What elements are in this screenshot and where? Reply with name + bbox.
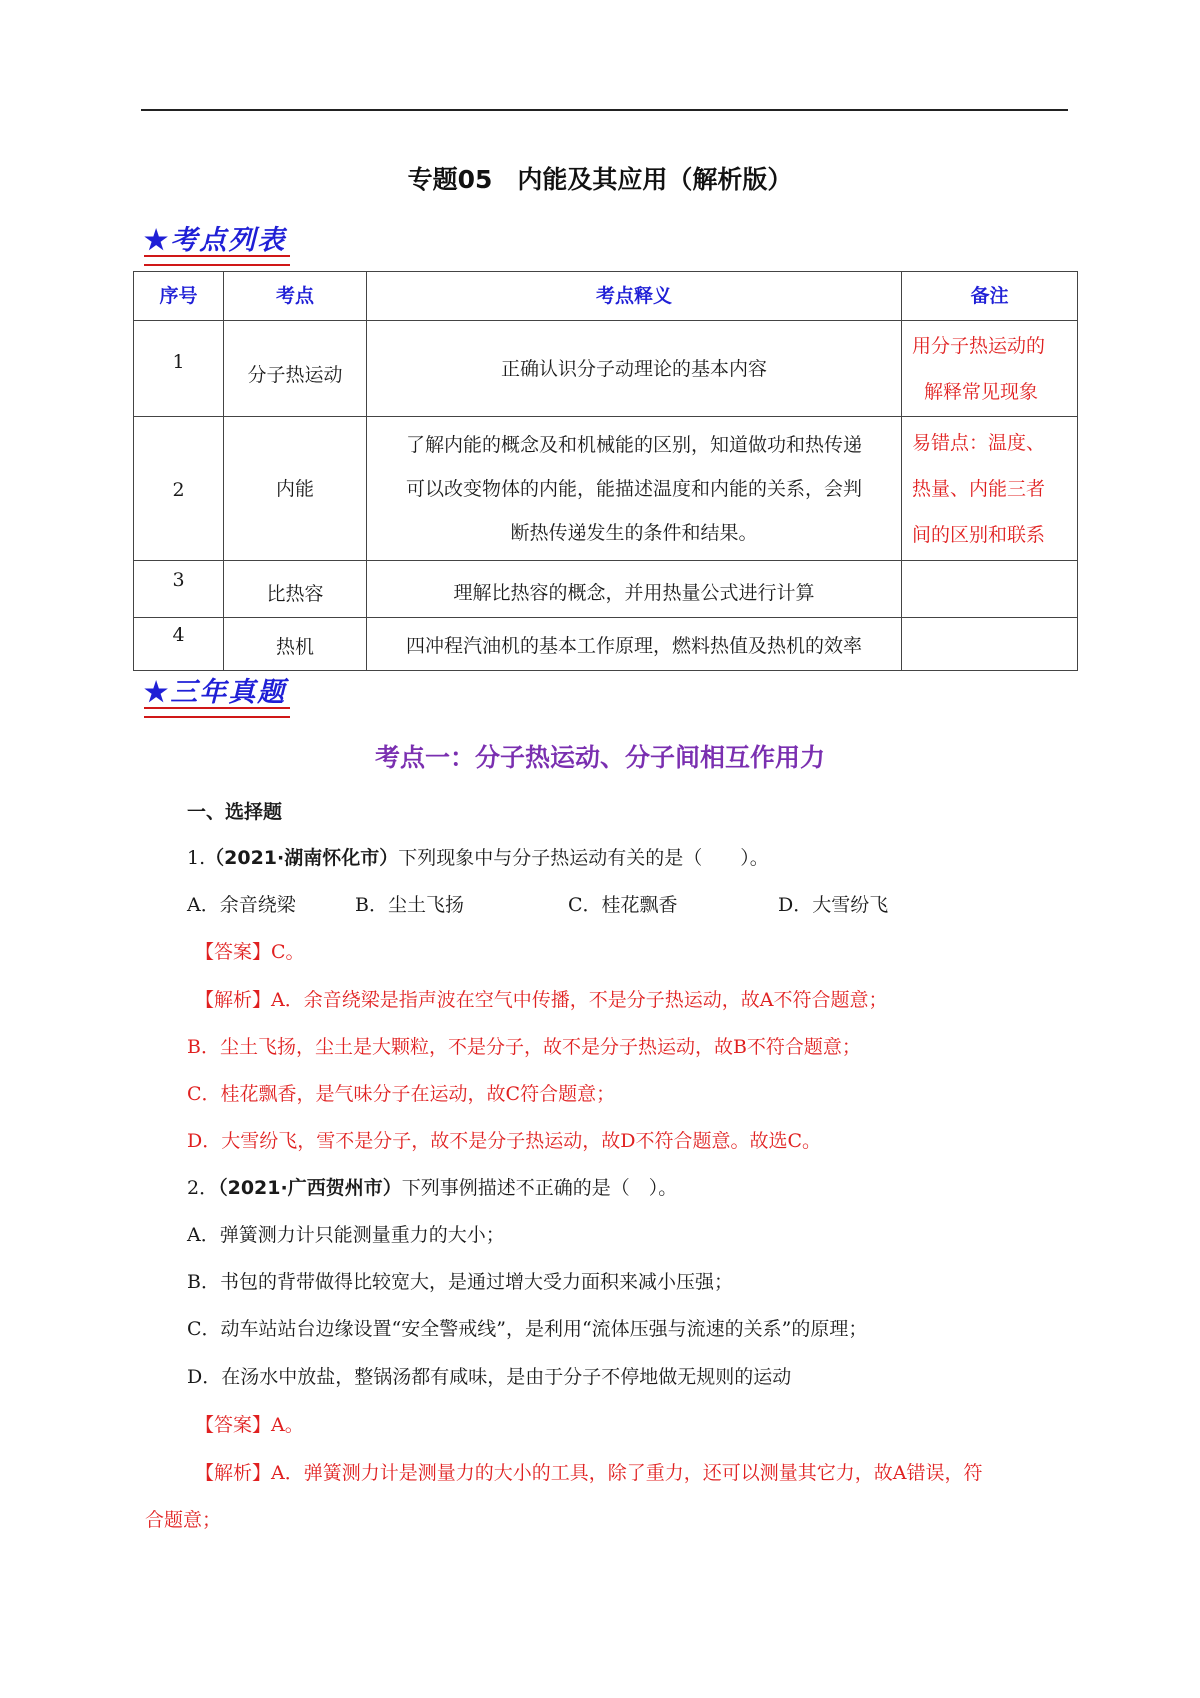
question-number: 2． bbox=[187, 1177, 219, 1199]
remark-line: 用分子热运动的 bbox=[912, 334, 1046, 357]
star-icon: ★ bbox=[144, 677, 171, 708]
question-text: 下列事例描述不正确的是（ ）。 bbox=[401, 1177, 678, 1199]
subsection-heading: 一、选择题 bbox=[187, 801, 283, 823]
row-remark bbox=[902, 417, 1078, 561]
section-heading-list bbox=[144, 218, 286, 257]
row-num: 1 bbox=[134, 321, 224, 417]
row-desc bbox=[367, 321, 902, 417]
analysis-tag: 【解析】 bbox=[195, 989, 272, 1011]
question-1-options bbox=[187, 890, 888, 917]
section-heading-text: 考点列表 bbox=[170, 225, 287, 256]
remark-line: 解释常见现象 bbox=[924, 380, 1039, 403]
question-text: 下列现象中与分子热运动有关的是（ ）。 bbox=[398, 847, 769, 869]
analysis-line: D．大雪纷飞，雪不是分子，故不是分子热运动，故D不符合题意。故选C。 bbox=[187, 1130, 822, 1152]
option-b: B．尘土飞扬 bbox=[355, 894, 464, 916]
row-num: 4 bbox=[134, 618, 224, 671]
table-row bbox=[134, 321, 1078, 417]
desc-line: 四冲程汽油机的基本工作原理，燃料热值及热机的效率 bbox=[405, 635, 862, 657]
answer-tag: 【答案】 bbox=[195, 941, 272, 963]
analysis-line: A．弹簧测力计是测量力的大小的工具，除了重力，还可以测量其它力，故A错误，符 bbox=[271, 1462, 983, 1484]
row-num: 2 bbox=[134, 417, 224, 561]
remark-line: 易错点：温度、 bbox=[912, 431, 1046, 454]
question-source: （2021·湖南怀化市） bbox=[205, 847, 399, 869]
answer-value: C。 bbox=[271, 941, 305, 963]
desc-line: 可以改变物体的内能，能描述温度和内能的关系，会判 bbox=[405, 477, 862, 500]
header-cell-point: 考点 bbox=[224, 272, 367, 321]
desc-line: 理解比热容的概念，并用热量公式进行计算 bbox=[453, 582, 815, 604]
desc-line: 断热传递发生的条件和结果。 bbox=[510, 521, 758, 544]
row-remark bbox=[902, 561, 1078, 618]
analysis-line: C．桂花飘香，是气味分子在运动，故C符合题意； bbox=[187, 1083, 616, 1105]
heading-underline bbox=[144, 255, 290, 266]
header-rule bbox=[141, 109, 1068, 111]
question-source: （2021·广西贺州市） bbox=[218, 1177, 402, 1199]
answer-value: A。 bbox=[271, 1414, 304, 1436]
section-heading-text: 三年真题 bbox=[170, 677, 287, 708]
question-2-stem bbox=[187, 1173, 677, 1200]
exam-points-table bbox=[133, 271, 1078, 671]
topic-heading: 考点一：分子热运动、分子间相互作用力 bbox=[374, 743, 825, 772]
table-row bbox=[134, 561, 1078, 618]
option-a: A．余音绕梁 bbox=[187, 894, 296, 916]
answer-tag: 【答案】 bbox=[195, 1414, 272, 1436]
option-c: C．动车站站台边缘设置“安全警戒线”，是利用“流体压强与流速的关系”的原理； bbox=[187, 1318, 868, 1340]
option-a: A．弹簧测力计只能测量重力的大小； bbox=[187, 1224, 505, 1246]
desc-line: 正确认识分子动理论的基本内容 bbox=[500, 357, 767, 380]
document-title: 专题05 内能及其应用（解析版） bbox=[407, 165, 793, 194]
header-cell-num: 序号 bbox=[134, 272, 224, 321]
analysis-line: B．尘土飞扬，尘土是大颗粒，不是分子，故不是分子热运动，故B不符合题意； bbox=[187, 1036, 861, 1058]
question-1-answer bbox=[195, 937, 305, 964]
option-b: B．书包的背带做得比较宽大，是通过增大受力面积来减小压强； bbox=[187, 1271, 733, 1293]
analysis-line: 合题意； bbox=[145, 1509, 222, 1531]
analysis-tag: 【解析】 bbox=[195, 1462, 272, 1484]
option-d: D．大雪纷飞 bbox=[778, 894, 889, 916]
question-2-analysis bbox=[195, 1458, 982, 1485]
row-num: 3 bbox=[134, 561, 224, 618]
row-desc bbox=[367, 417, 902, 561]
row-point: 热机 bbox=[224, 618, 367, 671]
row-point: 内能 bbox=[224, 417, 367, 561]
header-cell-remark: 备注 bbox=[902, 272, 1078, 321]
question-2-answer bbox=[195, 1410, 304, 1437]
table-row bbox=[134, 417, 1078, 561]
row-remark bbox=[902, 618, 1078, 671]
heading-underline bbox=[144, 707, 290, 718]
option-d: D．在汤水中放盐，整锅汤都有咸味，是由于分子不停地做无规则的运动 bbox=[187, 1366, 792, 1388]
question-1-analysis bbox=[195, 985, 887, 1012]
remark-line: 热量、内能三者 bbox=[912, 477, 1046, 500]
question-number: 1. bbox=[187, 847, 206, 869]
analysis-line: A．余音绕梁是指声波在空气中传播，不是分子热运动，故A不符合题意； bbox=[271, 989, 888, 1011]
row-point: 比热容 bbox=[224, 561, 367, 618]
remark-line: 间的区别和联系 bbox=[912, 523, 1046, 546]
question-1-stem bbox=[187, 843, 769, 870]
star-icon: ★ bbox=[144, 225, 171, 256]
table-header-row bbox=[134, 272, 1078, 321]
row-desc bbox=[367, 618, 902, 671]
option-c: C．桂花飘香 bbox=[568, 894, 678, 916]
row-desc bbox=[367, 561, 902, 618]
desc-line: 了解内能的概念及和机械能的区别，知道做功和热传递 bbox=[405, 433, 862, 456]
table-row bbox=[134, 618, 1078, 671]
row-remark bbox=[902, 321, 1078, 417]
header-cell-desc: 考点释义 bbox=[367, 272, 902, 321]
row-point: 分子热运动 bbox=[224, 321, 367, 417]
section-heading-exams bbox=[144, 670, 286, 709]
